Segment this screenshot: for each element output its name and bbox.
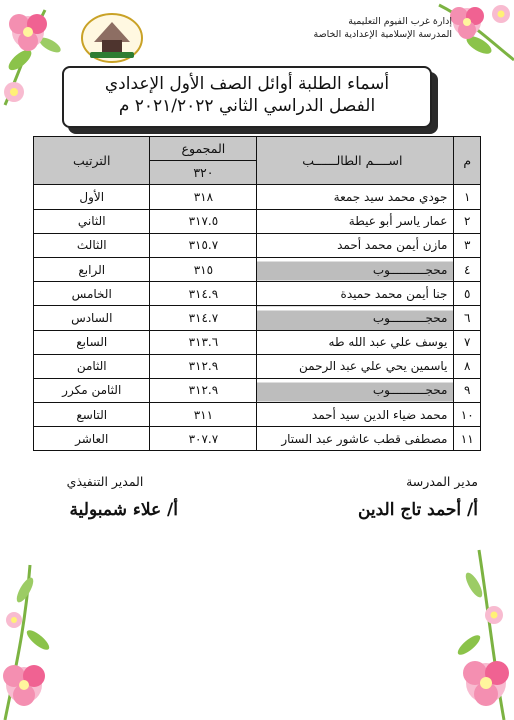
table-row bbox=[34, 233, 481, 257]
number-cell: ٧ bbox=[454, 330, 481, 354]
number-cell: ٢ bbox=[454, 209, 481, 233]
table-body bbox=[34, 185, 481, 451]
school-name: المدرسة الإسلامية الإعدادية الخاصة bbox=[313, 29, 452, 40]
page-title: أسماء الطلبة أوائل الصف الأول الإعدادي bbox=[104, 74, 390, 94]
rank-cell: الرابع bbox=[34, 257, 150, 281]
rank-cell: الخامس bbox=[34, 282, 150, 306]
total-cell: ٣١٥.٧ bbox=[150, 233, 257, 257]
rank-cell: العاشر bbox=[34, 427, 150, 451]
table-row bbox=[34, 209, 481, 233]
total-cell: ٣١٤.٧ bbox=[150, 306, 257, 330]
rank-cell: الثاني bbox=[34, 209, 150, 233]
top-students-table bbox=[33, 136, 481, 451]
col-header-rank: الترتيب bbox=[34, 137, 150, 185]
rank-cell: السابع bbox=[34, 330, 150, 354]
number-cell: ١١ bbox=[454, 427, 481, 451]
total-cell: ٣١٥ bbox=[150, 257, 257, 281]
principal-signature bbox=[406, 474, 478, 489]
number-cell: ٩ bbox=[454, 378, 481, 402]
table-row bbox=[34, 257, 481, 281]
name-cell: يوسف علي عبد الله طه bbox=[257, 330, 454, 354]
table-row bbox=[34, 354, 481, 378]
total-cell: ٣١٢.٩ bbox=[150, 354, 257, 378]
name-cell: جنا أيمن محمد حميدة bbox=[257, 282, 454, 306]
name-cell: محمد ضياء الدين سيد أحمد bbox=[257, 403, 454, 427]
total-cell: ٣١٤.٩ bbox=[150, 282, 257, 306]
title-box bbox=[62, 66, 432, 128]
rank-cell: الثالث bbox=[34, 233, 150, 257]
principal-name: أ/ أحمد تاج الدين bbox=[357, 500, 478, 520]
total-cell: ٣١٣.٦ bbox=[150, 330, 257, 354]
table-row bbox=[34, 306, 481, 330]
name-cell: مصطفى قطب عاشور عبد الستار bbox=[257, 427, 454, 451]
total-cell: ٣١١ bbox=[150, 403, 257, 427]
directorate-name: إدارة غرب الفيوم التعليمية bbox=[348, 16, 452, 27]
total-cell: ٣١٢.٩ bbox=[150, 378, 257, 402]
table-header-row bbox=[34, 137, 481, 161]
rank-cell: الثامن مكرر bbox=[34, 378, 150, 402]
name-cell: محجــــــــــوب bbox=[257, 257, 454, 281]
total-cell: ٣٠٧.٧ bbox=[150, 427, 257, 451]
ministry-header bbox=[252, 15, 452, 41]
principal-label: مدير المدرسة bbox=[406, 474, 478, 489]
col-header-total: المجموع bbox=[150, 137, 257, 161]
rank-cell: التاسع bbox=[34, 403, 150, 427]
total-cell: ٣١٧.٥ bbox=[150, 209, 257, 233]
col-header-num: م bbox=[454, 137, 481, 185]
principal-name-block bbox=[358, 500, 478, 520]
rank-cell: الثامن bbox=[34, 354, 150, 378]
name-cell: ياسمين يحي علي عبد الرحمن bbox=[257, 354, 454, 378]
table-row bbox=[34, 330, 481, 354]
executive-signature bbox=[50, 474, 160, 489]
name-cell: محجــــــــــوب bbox=[257, 306, 454, 330]
number-cell: ٥ bbox=[454, 282, 481, 306]
flower-decoration-bottom-left bbox=[0, 560, 70, 720]
number-cell: ٣ bbox=[454, 233, 481, 257]
table-row bbox=[34, 378, 481, 402]
name-cell: مازن أيمن محمد أحمد bbox=[257, 233, 454, 257]
school-logo bbox=[80, 12, 144, 64]
executive-name-block bbox=[38, 500, 178, 520]
number-cell: ٦ bbox=[454, 306, 481, 330]
name-cell: محجــــــــــوب bbox=[257, 378, 454, 402]
rank-cell: السادس bbox=[34, 306, 150, 330]
table-row bbox=[34, 403, 481, 427]
table-row bbox=[34, 427, 481, 451]
name-cell: عمار ياسر أبو عيطة bbox=[257, 209, 454, 233]
table-row bbox=[34, 282, 481, 306]
total-max-value: ٣٢٠ bbox=[150, 161, 257, 185]
number-cell: ٤ bbox=[454, 257, 481, 281]
col-header-name: اســــم الطالــــــب bbox=[257, 137, 454, 185]
total-cell: ٣١٨ bbox=[150, 185, 257, 209]
number-cell: ١ bbox=[454, 185, 481, 209]
number-cell: ١٠ bbox=[454, 403, 481, 427]
table-row bbox=[34, 185, 481, 209]
executive-name: أ/ علاء شمبولية bbox=[69, 500, 178, 520]
term-subtitle: الفصل الدراسي الثاني ٢٠٢١/٢٠٢٢ م bbox=[118, 96, 376, 116]
rank-cell: الأول bbox=[34, 185, 150, 209]
flower-decoration-bottom-right bbox=[434, 545, 514, 720]
number-cell: ٨ bbox=[454, 354, 481, 378]
name-cell: جودي محمد سيد جمعة bbox=[257, 185, 454, 209]
executive-label: المدير التنفيذي bbox=[66, 474, 144, 489]
